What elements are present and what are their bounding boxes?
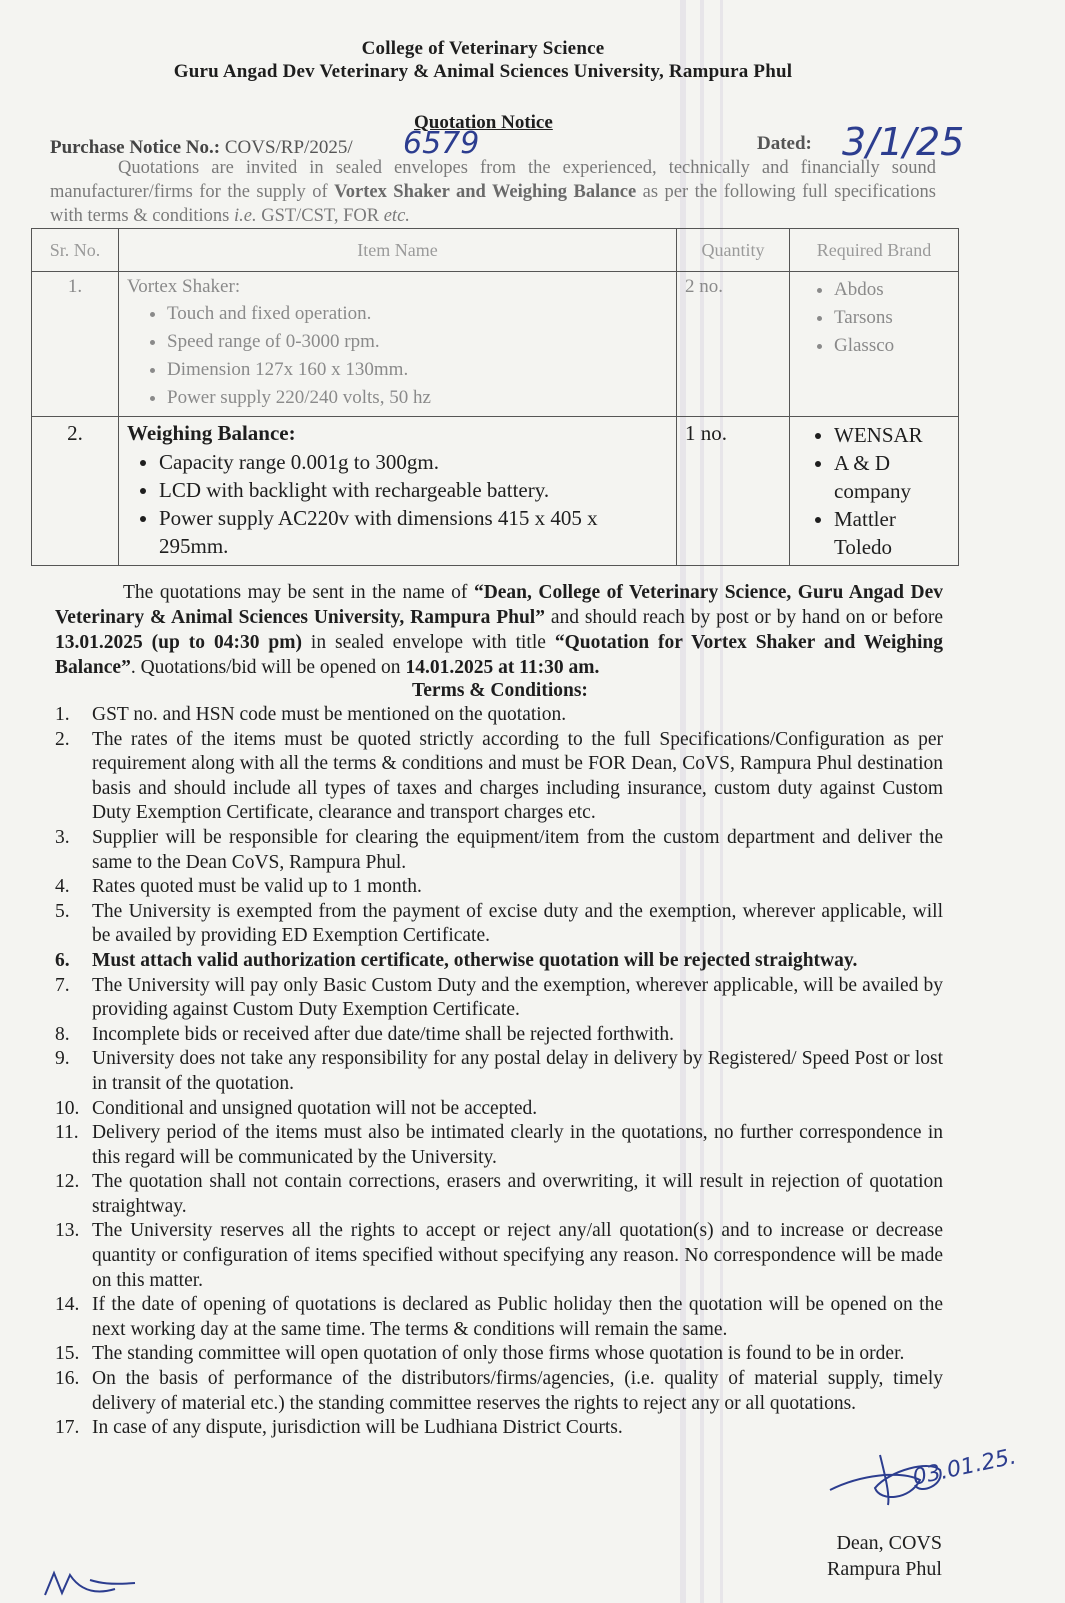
term-item xyxy=(55,1047,943,1096)
brand-list xyxy=(798,276,950,360)
term-number: 7. xyxy=(55,974,70,996)
brand-list xyxy=(798,421,950,561)
term-text: The rates of the items must be quoted strictly according to the full Specifications/Configuration as per requirement along with all the terms & conditions and must be FOR Dean, CoVS, Rampura Phul destination basis and should include all types of taxes and charges including insurance, custom duty against Custom Duty Exemption Certificate, clearance and transport charges etc. xyxy=(92,728,943,824)
term-text: The University will pay only Basic Custom Duty and the exemption, wherever applicable, will be availed by providing against Custom Duty Exemption Certificate. xyxy=(92,974,943,1021)
cell-item xyxy=(119,272,677,417)
term-number: 10. xyxy=(55,1097,80,1119)
term-text: In case of any dispute, jurisdiction will be Ludhiana District Courts. xyxy=(92,1417,623,1439)
opening-date: 14.01.2025 at 11:30 am. xyxy=(405,657,600,678)
term-text: University does not take any responsibility for any postal delay in delivery by Registered/ Speed Post or lost in transit of the quotation. xyxy=(92,1048,943,1094)
spec-list xyxy=(127,300,668,412)
brand-item: • WENSAR xyxy=(834,421,950,449)
term-text: Conditional and unsigned quotation will not be accepted. xyxy=(92,1097,538,1119)
signatory-place: Rampura Phul xyxy=(827,1558,942,1580)
brand-item: • Tarsons xyxy=(834,304,950,332)
spec-list xyxy=(127,448,668,560)
term-item xyxy=(55,1293,943,1342)
term-number: 3. xyxy=(55,826,70,848)
term-text: Supplier will be responsible for clearing the equipment/item from the custom department and deliver the same to the Dean CoVS, Rampura Phul. xyxy=(92,826,943,873)
col-header-brand: Required Brand xyxy=(790,229,959,272)
signature-date: 03.01.25. xyxy=(910,1444,1019,1491)
spec-item: • Touch and fixed operation. xyxy=(167,300,668,328)
dated-label: Dated: xyxy=(757,133,812,154)
term-text: On the basis of performance of the distributors/firms/agencies, (i.e. quality of material supply, timely delivery of material etc.) the standing committee reserves the rights to reject any or all quotations. xyxy=(92,1368,943,1414)
intro-items: Vortex Shaker and Weighing Balance xyxy=(334,182,637,202)
term-number: 9. xyxy=(55,1048,70,1070)
spec-item: • Capacity range 0.001g to 300gm. xyxy=(159,448,668,476)
purchase-number: COVS/RP/2025/ xyxy=(224,137,353,158)
brand-item: • Glassco xyxy=(834,332,950,360)
table-header-row xyxy=(32,229,959,272)
term-number: 2. xyxy=(55,728,70,750)
cell-sr: 2. xyxy=(32,417,119,566)
term-item xyxy=(55,826,943,875)
cell-brand xyxy=(790,417,959,566)
term-item xyxy=(55,1170,943,1219)
items-table xyxy=(31,228,959,566)
term-text: GST no. and HSN code must be mentioned on the quotation. xyxy=(92,704,567,725)
envelope-title: “Quotation for Vortex Shaker and Weighing Balance” xyxy=(55,632,943,678)
term-item xyxy=(55,900,943,949)
cell-qty: 1 no. xyxy=(677,417,790,566)
spec-item: • LCD with backlight with rechargeable battery. xyxy=(159,476,668,504)
brand-item: • A & D company xyxy=(834,449,950,505)
term-number: 11. xyxy=(55,1122,79,1144)
college-name: College of Veterinary Science xyxy=(361,38,605,59)
term-number: 17. xyxy=(55,1417,80,1439)
term-item xyxy=(55,1342,943,1367)
body-text: and should reach by post or by hand on or before xyxy=(544,607,943,628)
cell-brand xyxy=(790,272,959,417)
term-item xyxy=(55,1416,943,1441)
table-row xyxy=(32,272,959,417)
notice-title: Quotation Notice xyxy=(414,112,553,133)
university-name: Guru Angad Dev Veterinary & Animal Sciences University, Rampura Phul xyxy=(173,61,793,82)
term-text: Must attach valid authorization certificate, otherwise quotation will be rejected straightway. xyxy=(92,949,858,971)
term-item xyxy=(55,1023,943,1048)
intro-etc: etc. xyxy=(383,206,410,226)
item-name: Weighing Balance: xyxy=(127,421,296,445)
purchase-label: Purchase Notice No.: xyxy=(50,137,221,158)
spec-item: • Power supply AC220v with dimensions 415 x 405 x 295mm. xyxy=(159,504,668,560)
intro-text: as per the following full specifications with terms & conditions xyxy=(50,182,936,226)
deadline: 13.01.2025 (up to 04:30 pm) xyxy=(55,632,302,653)
item-name: Vortex Shaker: xyxy=(127,276,241,297)
term-item xyxy=(55,1219,943,1293)
addressee: “Dean, College of Veterinary Science, Guru Angad Dev Veterinary & Animal Sciences University, Rampura Phul” xyxy=(55,582,943,628)
term-item xyxy=(55,875,943,900)
term-number: 6. xyxy=(55,949,70,971)
term-text: Rates quoted must be valid up to 1 month. xyxy=(92,876,422,898)
body-text: . Quotations/bid will be opened on xyxy=(130,657,406,678)
term-text: The standing committee will open quotation of only those firms whose quotation is found to be in order. xyxy=(92,1343,905,1365)
intro-ie: i.e. xyxy=(233,206,257,226)
spec-item: • Power supply 220/240 volts, 50 hz xyxy=(167,384,668,412)
term-number: 14. xyxy=(55,1294,80,1316)
handwritten-date: 3/1/25 xyxy=(842,120,965,164)
term-item xyxy=(55,703,943,728)
term-item xyxy=(55,728,943,826)
term-item xyxy=(55,1367,943,1416)
term-number: 1. xyxy=(55,704,70,725)
signatory-title: Dean, COVS xyxy=(836,1532,942,1554)
term-number: 5. xyxy=(55,900,70,922)
term-number: 8. xyxy=(55,1023,70,1045)
term-item xyxy=(55,974,943,1023)
term-text: Incomplete bids or received after due date/time shall be rejected forthwith. xyxy=(92,1023,675,1045)
intro-paragraph xyxy=(50,156,936,228)
body-text: The quotations may be sent in the name of xyxy=(123,582,474,603)
brand-item: • Abdos xyxy=(834,276,950,304)
table-row xyxy=(32,417,959,566)
term-item xyxy=(55,1121,943,1170)
col-header-item: Item Name xyxy=(119,229,677,272)
intro-text: Quotations are invited in sealed envelopes from the experienced, technically and financially sound manufacturer/firms for the supply of xyxy=(50,158,936,202)
intro-text: GST/CST, FOR xyxy=(256,206,384,226)
terms-list xyxy=(55,703,943,1441)
term-text: The University is exempted from the payment of excise duty and the exemption, wherever applicable, will be availed by providing ED Exemption Certificate. xyxy=(92,900,943,947)
initials-scribble xyxy=(40,1565,150,1603)
term-number: 15. xyxy=(55,1343,80,1365)
term-text: Delivery period of the items must also be intimated clearly in the quotations, no further correspondence in this regard will be communicated by the University. xyxy=(92,1122,943,1168)
spec-item: • Speed range of 0-3000 rpm. xyxy=(167,328,668,356)
term-text: If the date of opening of quotations is declared as Public holiday then the quotation will be opened on the next working day at the same time. The terms & conditions will remain the same. xyxy=(92,1294,943,1340)
submission-paragraph xyxy=(55,580,943,680)
cell-qty: 2 no. xyxy=(677,272,790,417)
term-number: 13. xyxy=(55,1220,80,1242)
col-header-sr: Sr. No. xyxy=(32,229,119,272)
term-text: The University reserves all the rights to accept or reject any/all quotation(s) and to increase or decrease quantity or configuration of items specified without specifying any reason. No correspondence will be made on this matter. xyxy=(92,1220,943,1291)
term-number: 12. xyxy=(55,1171,80,1193)
spec-item: • Dimension 127x 160 x 130mm. xyxy=(167,356,668,384)
term-item xyxy=(55,1097,943,1122)
terms-title: Terms & Conditions: xyxy=(412,680,588,701)
body-text: in sealed envelope with title xyxy=(301,632,555,653)
brand-item: • Mattler Toledo xyxy=(834,505,950,561)
term-number: 4. xyxy=(55,876,70,898)
signatory-block xyxy=(820,1530,942,1582)
cell-item xyxy=(119,417,677,566)
term-item xyxy=(55,949,943,974)
handwritten-notice-number: 6579 xyxy=(403,126,480,161)
term-text: The quotation shall not contain corrections, erasers and overwriting, it will result in rejection of quotation straightway. xyxy=(92,1171,943,1217)
col-header-qty: Quantity xyxy=(677,229,790,272)
cell-sr: 1. xyxy=(32,272,119,417)
term-number: 16. xyxy=(55,1368,80,1390)
